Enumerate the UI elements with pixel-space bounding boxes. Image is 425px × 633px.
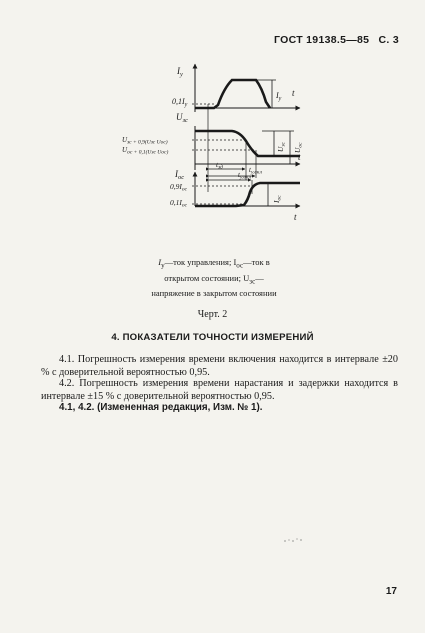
uzs-amplitude-label: $U_{зс}$ — [276, 142, 287, 152]
standard-number: ГОСТ 19138.5—85 — [274, 34, 370, 46]
ios-curve — [195, 183, 300, 206]
time-label-2: t — [298, 152, 301, 162]
scan-specks — [283, 537, 305, 543]
section-title: 4. ПОКАЗАТЕЛИ ТОЧНОСТИ ИЗМЕРЕНИЙ — [111, 332, 314, 343]
revision-note: 4.1, 4.2. (Измененная редакция, Изм. № 1). — [59, 402, 263, 413]
figure-caption: $I_у—ток$ управления; $I_{ос}—ток$ в открытом состоянии; $U_{зс}—$ напряжение в закрытом состоянии — [151, 257, 277, 299]
ios-amplitude-label: $I_{ос}$ — [272, 195, 283, 203]
ios-01-label: $0,1I_{ос}$ — [170, 198, 188, 209]
tvkl-u-label: $t_{у.вкл}$ — [249, 166, 262, 176]
ios-09-label: $0,9I_{ос}$ — [170, 182, 188, 193]
iy-amplitude-label: $I_у$ — [276, 91, 282, 102]
iy-level-label: $0,1I_у$ — [172, 97, 188, 108]
ios-axis-label: $I_{ос}$ — [175, 169, 185, 181]
iy-pulse — [195, 80, 270, 108]
iy-axis-label: $I_у$ — [177, 66, 183, 78]
page-reference: С. 3 — [378, 34, 399, 46]
time-label-1: t — [292, 88, 295, 98]
uzs-axis-label: $U_{зс}$ — [176, 112, 188, 124]
u-09-label: $U_{зс + 0,9(U}зс$ Uос) — [122, 136, 168, 146]
tvkl-i-label: $t_{у.вкл}$ — [238, 171, 251, 181]
tzd-label: $t_{зд}$ — [216, 160, 223, 171]
paragraph-4-2: 4.2. Погрешность измерения времени нарастания и задержки находится в интервале ±15 % с доверительной вероятностью 0,95. — [41, 378, 398, 402]
page-number: 17 — [385, 586, 397, 597]
uos-amplitude-label: $U_{ос}$ — [293, 142, 304, 153]
time-label-3: t — [294, 212, 297, 222]
u-01-label: $U_{ос + 0,1(U}зс$ Uос) — [122, 146, 169, 156]
figure-label: Черт. 2 — [197, 309, 228, 320]
paragraph-4-1: 4.1. Погрешность измерения времени включения находится в интервале ±20 % с доверительной вероятностью 0,95. — [41, 354, 398, 378]
